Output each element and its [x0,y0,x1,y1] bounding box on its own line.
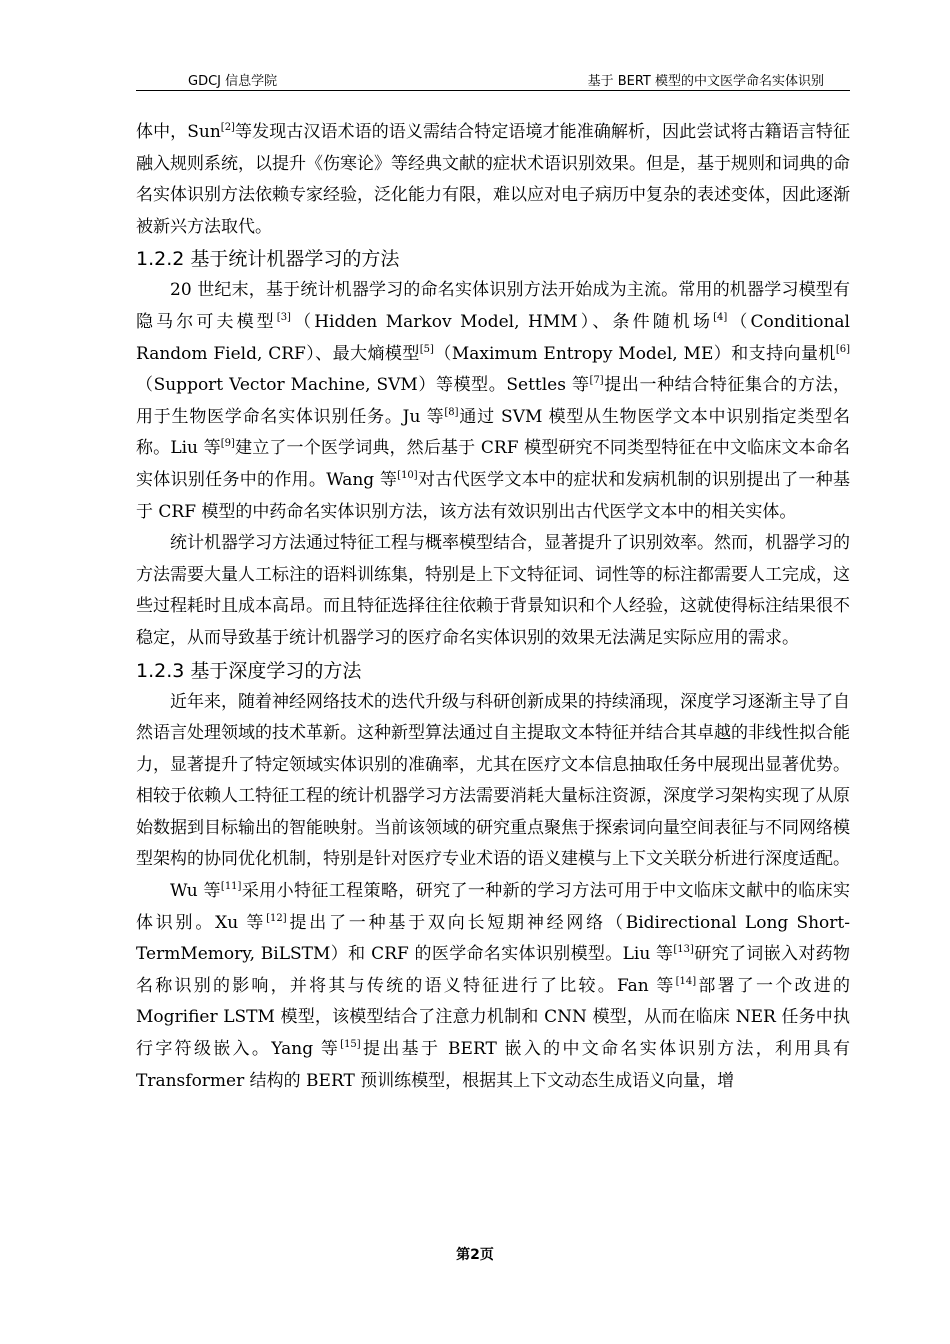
text-run: 等发现古汉语术语的语义需结合特定语境才能准确解析，因此尝试将古籍语言特征融入规则系统，以提升《伤寒论》等经典文献的症状术语识别效果。但是，基于规则和词典的命名实体识别方法依赖专家经验，泛化能力有限，难以应对电子病历中复杂的表述变体，因此逐渐被新兴方法取代。 [136,122,850,237]
page-body [136,117,850,1097]
text-run: 20 世纪末，基于统计机器学习的命名实体识别方法开始成为主流。常用的机器学习模型有隐马尔可夫模型 [136,280,850,332]
citation-7: [7] [589,375,604,387]
citation-15: [15] [340,1039,361,1051]
citation-6: [6] [835,343,851,355]
text-run: （Hidden Markov Model, HMM）、条件随机场 [290,311,714,332]
citation-4: [4] [713,311,728,323]
text-run: 采用小特征工程策略，研究了一种新的学习方法可用于中文临床文献中的临床实体识别。Xu 等 [136,881,851,933]
header-institution: GDCJ 信息学院 [188,74,278,89]
citation-2: [2] [220,122,235,133]
page-header [136,68,850,91]
text-run: 部署了一个改进的 Mogrifier LSTM 模型，该模型结合了注意力机制和 CNN 模型，从而在临床 NER 任务中执行字符级嵌入。Yang 等 [136,975,850,1060]
text-run: （Maximum Entropy Model, ME）和支持向量机 [433,343,836,364]
citation-8: [8] [444,406,459,418]
text-run: 提出了一种基于双向长短期神经网络（Bidirectional Long Short-TermMemory, BiLSTM）和 CRF 的医学命名实体识别模型。Liu 等 [136,912,850,965]
section-heading-1-2-2: 1.2.2 基于统计机器学习的方法 [136,248,400,271]
paragraph-deep-learning-intro: 近年来，随着神经网络技术的迭代升级与科研创新成果的持续涌现，深度学习逐渐主导了自然语言处理领域的技术革新。这种新型算法通过自主提取文本特征并结合其卓越的非线性拟合能力，显著提升了特定领域实体识别的准确率，尤其在医疗文本信息抽取任务中展现出显著优势。相较于依赖人工特征工程的统计机器学习方法需要消耗大量标注资源，深度学习架构实现了从原始数据到目标输出的智能映射。当前该领域的研究重点聚焦于探索词向量空间表征与不同网络模型架构的协同优化机制，特别是针对医疗专业术语的语义建模与上下文关联分析进行深度适配。 [136,691,850,870]
citation-11: [11] [220,881,242,893]
citation-13: [13] [673,944,694,956]
text-run: 提出基于 BERT 嵌入的中文命名实体识别方法，利用具有 Transformer 结构的 BERT 预训练模型，根据其上下文动态生成语义向量，增 [136,1039,850,1091]
text-run: 提出一种结合特征集合的方法，用于生物医学命名实体识别任务。Ju 等 [136,375,850,427]
paragraph-rule-based-end [136,117,850,243]
text-run: 研究了词嵌入对药物名称识别的影响，并将其与传统的语义特征进行了比较。Fan 等 [136,944,851,996]
text-run: 体中，Sun [136,122,221,142]
citation-14: [14] [675,975,697,987]
page-number: 第2页 [456,1247,494,1263]
text-run: 通过 SVM 模型从生物医学文本中识别指定类型名称。Liu 等 [136,406,850,459]
text-run: （Support Vector Machine, SVM）等模型。Settles 等 [136,375,590,396]
citation-12: [12] [266,912,287,924]
citation-9: [9] [220,438,235,450]
citation-5: [5] [419,343,434,355]
text-run: （Conditional Random Field, CRF）、最大熵模型 [136,311,850,364]
citation-3: [3] [276,311,291,323]
text-run: Wu 等 [170,881,221,902]
paragraph-statistical-ml [136,275,850,528]
paragraph-deep-learning-works [136,876,850,1097]
text-run: 建立了一个医学词典，然后基于 CRF 模型研究不同类型特征在中文临床文本命名实体识别任务中的作用。Wang 等 [136,438,850,490]
paragraph-statistical-limitations: 统计机器学习方法通过特征工程与概率模型结合，显著提升了识别效率。然而，机器学习的方法需要大量人工标注的语料训练集，特别是上下文特征词、词性等的标注都需要人工完成，这些过程耗时且成本高昂。而且特征选择往往依赖于背景知识和个人经验，这就使得标注结果很不稳定，从而导致基于统计机器学习的医疗命名实体识别的效果无法满足实际应用的需求。 [136,533,850,648]
citation-10: [10] [397,469,418,481]
header-thesis-title: 基于 BERT 模型的中文医学命名实体识别 [587,74,824,89]
section-heading-1-2-3: 1.2.3 基于深度学习的方法 [136,659,362,682]
text-run: 对古代医学文本中的症状和发病机制的识别提出了一种基于 CRF 模型的中药命名实体识别方法，该方法有效识别出古代医学文本中的相关实体。 [136,469,851,522]
